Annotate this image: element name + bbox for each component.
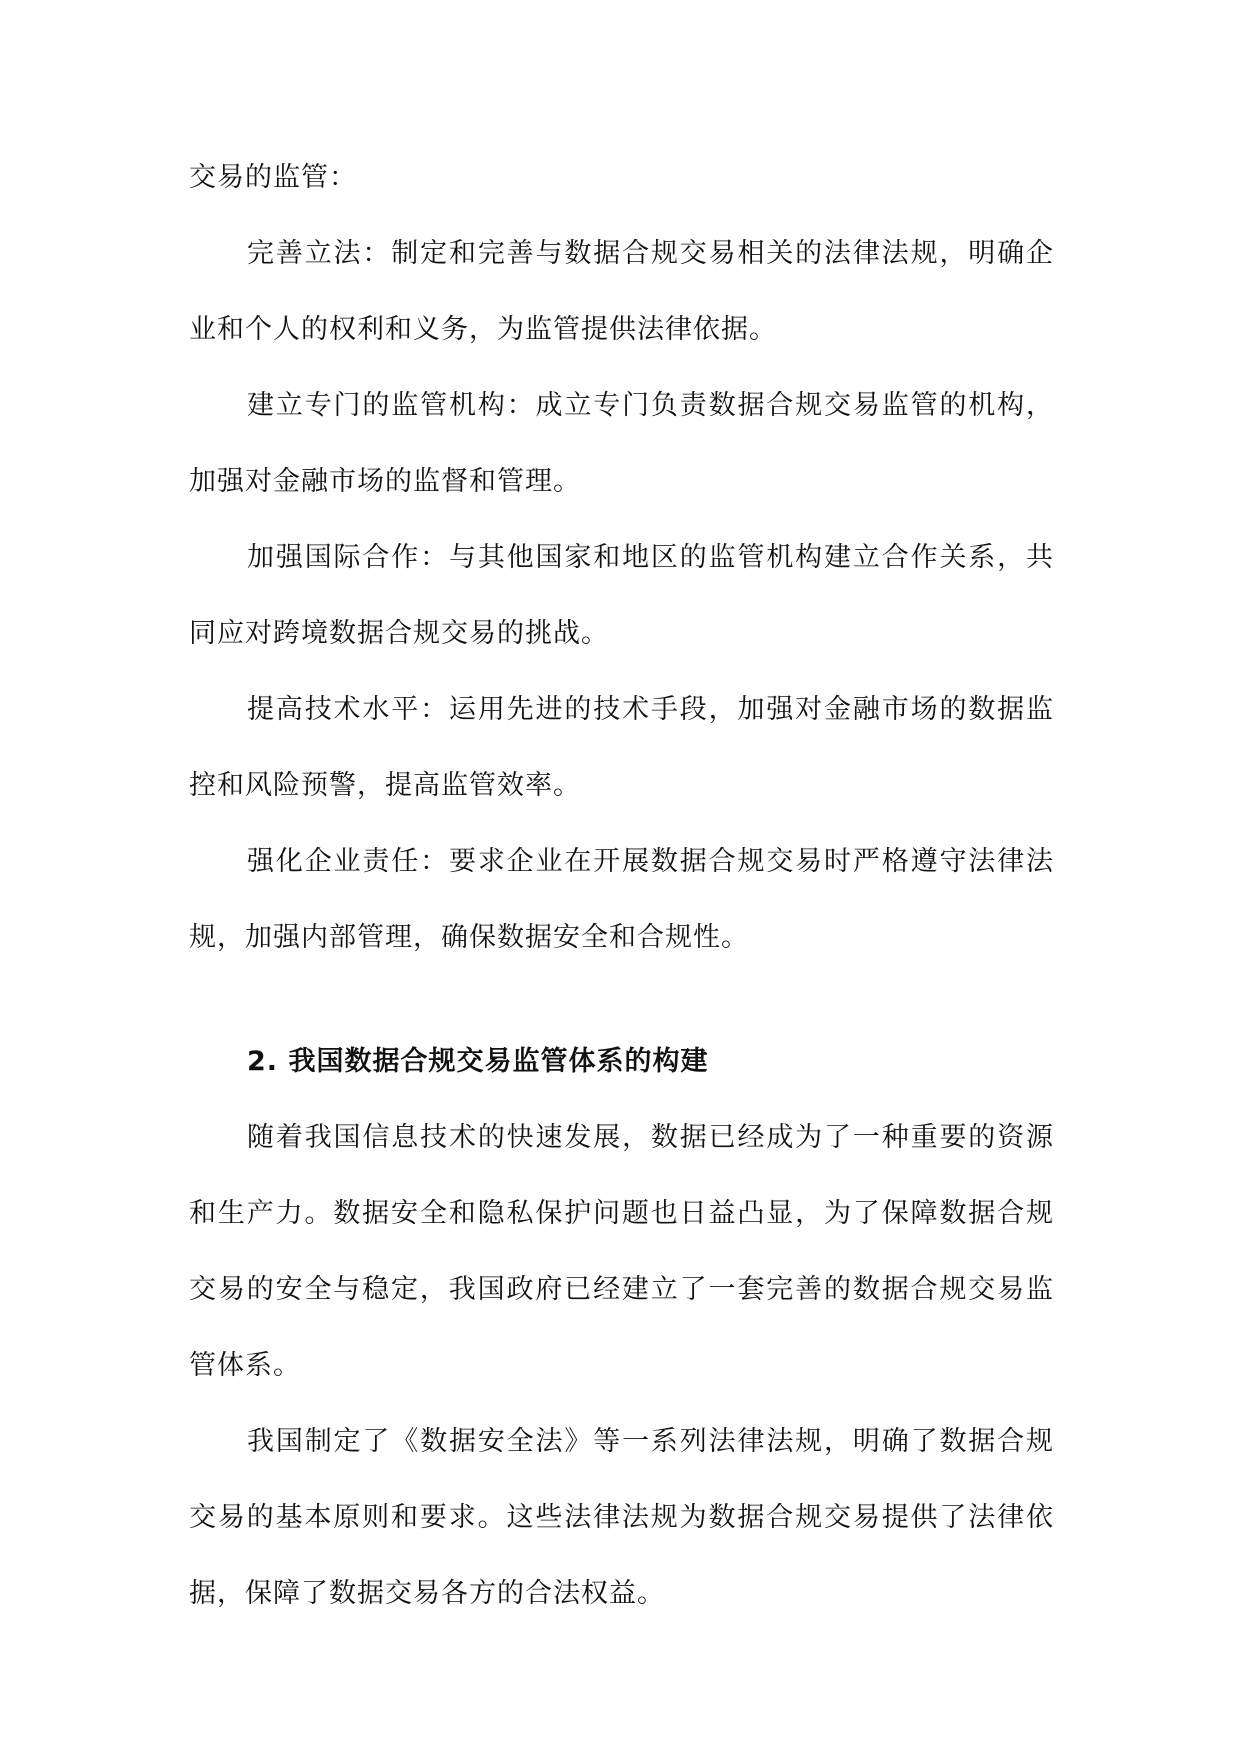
section-heading: 2. 我国数据合规交易监管体系的构建 xyxy=(247,1046,709,1077)
paragraph-legislation: 完善立法：制定和完善与数据合规交易相关的法律法规，明确企业和个人的权利和义务，为监管提供法律依据。 xyxy=(189,238,1054,345)
paragraph-laws-and-regulations: 我国制定了《数据安全法》等一系列法律法规，明确了数据合规交易的基本原则和要求。这些法律法规为数据合规交易提供了法律依据，保障了数据交易各方的合法权益。 xyxy=(189,1426,1054,1609)
paragraph-continuation: 交易的监管： xyxy=(189,162,357,193)
section-spacer xyxy=(189,976,1054,1024)
paragraph-regulatory-agency: 建立专门的监管机构：成立专门负责数据合规交易监管的机构，加强对金融市场的监督和管理。 xyxy=(189,390,1054,497)
paragraph-technology-level: 提高技术水平：运用先进的技术手段，加强对金融市场的数据监控和风险预警，提高监管效率。 xyxy=(189,694,1054,801)
document-body xyxy=(189,140,1054,1632)
paragraph-development-background: 随着我国信息技术的快速发展，数据已经成为了一种重要的资源和生产力。数据安全和隐私保护问题也日益凸显，为了保障数据合规交易的安全与稳定，我国政府已经建立了一套完善的数据合规交易监管体系。 xyxy=(189,1122,1054,1381)
paragraph-international-cooperation: 加强国际合作：与其他国家和地区的监管机构建立合作关系，共同应对跨境数据合规交易的挑战。 xyxy=(189,542,1054,649)
paragraph-enterprise-responsibility: 强化企业责任：要求企业在开展数据合规交易时严格遵守法律法规，加强内部管理，确保数据安全和合规性。 xyxy=(189,846,1054,953)
